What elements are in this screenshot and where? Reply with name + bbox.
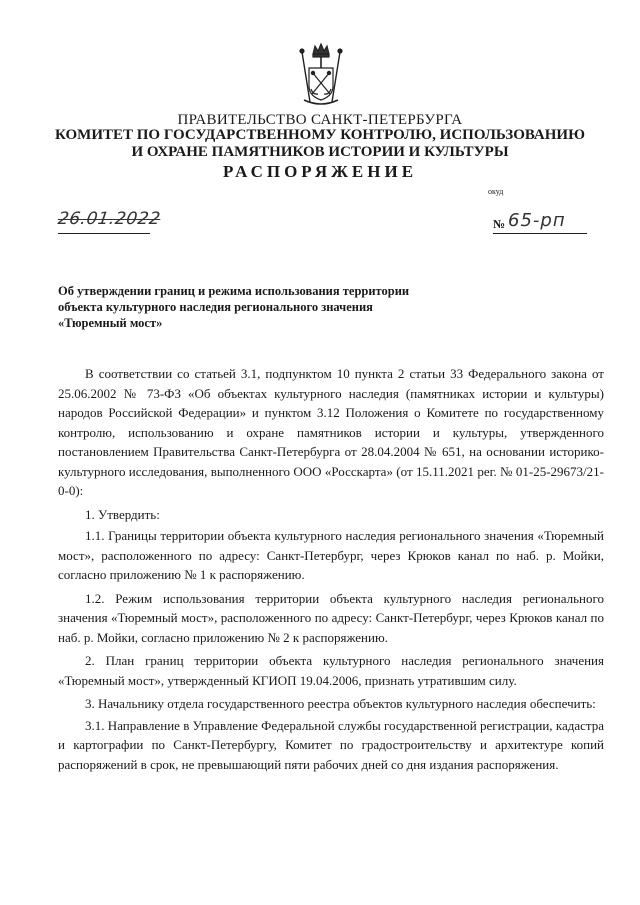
- document-body: [58, 364, 604, 778]
- clause-1-2: 1.2. Режим использования территории объекта культурного наследия регионального значения «Тюремный мост», расположенного по адресу: Санкт-Петербург, через Крюков канал по наб. р. Мойки, согласно приложению № 2 к распоряжению.: [58, 590, 604, 645]
- clause-1: 1. Утвердить:: [85, 506, 160, 522]
- okud-label: окуд: [488, 187, 504, 196]
- committee-name-line2: И ОХРАНЕ ПАМЯТНИКОВ ИСТОРИИ И КУЛЬТУРЫ: [131, 144, 509, 160]
- committee-name-line1: КОМИТЕТ ПО ГОСУДАРСТВЕННОМУ КОНТРОЛЮ, ИСПОЛЬЗОВАНИЮ: [55, 127, 585, 143]
- document-number: 65-рп: [508, 210, 566, 231]
- document-date-field: [56, 209, 162, 234]
- clause-2: 2. План границ территории объекта культурного наследия регионального значения «Тюремный мост», утвержденный КГИОП 19.04.2006, признать утратившим силу.: [58, 653, 604, 688]
- document-type-title: РАСПОРЯЖЕНИЕ: [222, 162, 418, 181]
- document-date: 26.01.2022: [56, 209, 162, 229]
- document-subject: [58, 283, 438, 331]
- clause-3: 3. Начальнику отдела государственного реестра объектов культурного наследия обеспечить:: [85, 696, 596, 711]
- clause-3-1: 3.1. Направление в Управление Федеральной службы государственной регистрации, кадастра и картографии по Санкт-Петербургу, Комитет по градостроительству и архитектуре копий распоряжений в срок, не превышающий пяти рабочих дней со дня издания распоряжения.: [58, 717, 604, 772]
- clause-1-1: 1.1. Границы территории объекта культурного наследия регионального значения «Тюремный мост», расположенного по адресу: Санкт-Петербург, через Крюков канал по наб. р. Мойки, согласно приложению № 1 к распоряжению.: [58, 528, 604, 582]
- subject-line2: объекта культурного наследия регионального значения: [58, 300, 373, 314]
- document-number-field: [493, 208, 587, 234]
- committee-name: [40, 127, 600, 161]
- saint-petersburg-coat-of-arms-icon: [296, 42, 346, 108]
- preamble-paragraph: В соответствии со статьей 3.1, подпунктом 10 пункта 2 статьи 33 Федерального закона от 25.06.2002 № 73-ФЗ «Об объектах культурного наследия (памятниках истории и культуры) народов Российской Федерации» и пунктом 3.12 Положения о Комитете по государственному контролю, использованию и охране памятников истории и культуры, утвержденного постановлением Правительства Санкт-Петербурга от 28.04.2004 № 651, на основании историко-культурного исследования, выполненного ООО «Росскарта» (от 15.11.2021 рег. № 01-25-29673/21-0-0):: [58, 366, 604, 498]
- subject-line1: Об утверждении границ и режима использования территории: [58, 284, 410, 298]
- government-name: ПРАВИТЕЛЬСТВО САНКТ-ПЕТЕРБУРГА: [177, 112, 463, 128]
- number-sign: №: [493, 217, 506, 231]
- subject-line3: «Тюремный мост»: [58, 316, 163, 330]
